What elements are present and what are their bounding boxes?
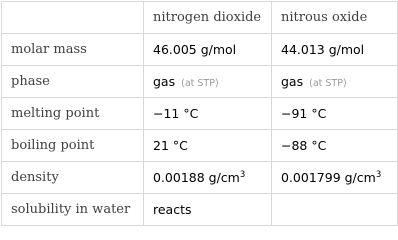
value-text: 21 °C [153,138,188,153]
row-label: boiling point [2,130,144,162]
value-note: (at STP) [181,78,219,89]
header-row [2,2,398,34]
row-label: melting point [2,98,144,130]
table-row [2,66,398,98]
row-label: phase [2,66,144,98]
corner-cell [2,2,144,34]
column-header: nitrogen dioxide [144,2,272,34]
value-text: −91 °C [281,106,327,121]
value-cell [144,98,272,130]
value-cell [272,162,398,194]
value-cell [144,162,272,194]
value-cell [272,194,398,226]
row-label: density [2,162,144,194]
value-cell [144,66,272,98]
value-cell [144,194,272,226]
value-cell [272,130,398,162]
value-text: 0.00188 g/cm [153,170,240,186]
value-text: gas [281,74,304,89]
value-text: −88 °C [281,138,327,153]
value-text: reacts [153,202,192,217]
comparison-table [1,1,398,226]
superscript: 3 [375,169,382,180]
table-row [2,98,398,130]
value-cell [272,98,398,130]
table-row [2,162,398,194]
value-text: 44.013 g/mol [281,42,365,57]
value-text: −11 °C [153,106,199,121]
row-label: molar mass [2,34,144,66]
value-cell [144,34,272,66]
value-text: gas [153,74,176,89]
value-note: (at STP) [309,78,347,89]
value-cell [272,34,398,66]
value-text: 0.001799 g/cm [281,170,376,186]
table-row [2,194,398,226]
table-row [2,130,398,162]
value-text: 46.005 g/mol [153,42,237,57]
row-label: solubility in water [2,194,144,226]
value-cell [272,66,398,98]
table-row [2,34,398,66]
superscript: 3 [239,169,246,180]
column-header: nitrous oxide [272,2,398,34]
value-cell [144,130,272,162]
